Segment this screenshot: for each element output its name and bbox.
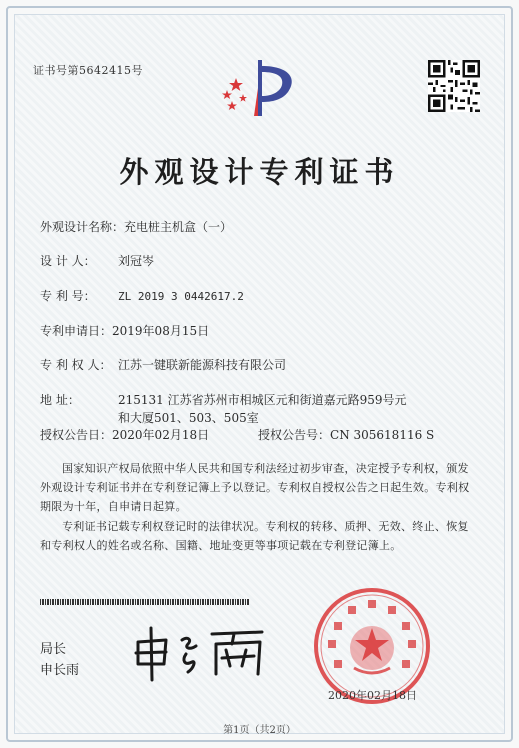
filing-date-value: 2019年08月15日 <box>112 324 210 338</box>
address-label: 地 址： <box>40 393 80 407</box>
cnipa-logo-icon <box>218 58 304 120</box>
patentee-value: 江苏一键联新能源科技有限公司 <box>118 358 287 372</box>
designer-label: 设 计 人： <box>40 254 96 268</box>
address-row <box>40 391 80 408</box>
patent-no-label: 专 利 号： <box>40 289 96 303</box>
design-name-label: 外观设计名称： <box>40 220 125 234</box>
director-name: 申长雨 <box>40 663 80 678</box>
grant-no-value: CN 305618116 S <box>330 428 435 442</box>
seal-date: 2020年02月18日 <box>328 689 417 702</box>
patentee-label: 专 利 权 人： <box>40 358 112 372</box>
grant-no-label: 授权公告号： <box>258 428 331 442</box>
director-title: 局长 <box>40 642 67 657</box>
grant-date-row <box>40 426 209 443</box>
patent-no-value: ZL 2019 3 0442617.2 <box>118 290 244 303</box>
patentee-row <box>40 356 286 373</box>
barcode-icon <box>40 599 250 605</box>
design-name-value: 充电桩主机盒（一） <box>124 220 233 234</box>
legal-status-paragraph: 专利证书记载专利权登记时的法律状况。专利权的转移、质押、无效、终止、恢复和专利权人的姓名或名称、国籍、地址变更等事项记载在专利登记簿上。 <box>40 520 469 552</box>
grant-no-row <box>258 426 434 443</box>
certificate-title: 外观设计专利证书 <box>119 155 400 189</box>
filing-date-label: 专利申请日： <box>40 324 113 338</box>
designer-row <box>40 252 154 269</box>
qr-code-icon <box>428 60 480 112</box>
address-value: 215131 江苏省苏州市相城区元和街道嘉元路959号元和大厦501、503、505室 <box>118 393 407 425</box>
patent-no-row <box>40 287 244 304</box>
grant-date-value: 2020年02月18日 <box>112 428 210 442</box>
page-number: 第1页（共2页） <box>223 725 296 736</box>
design-name-row <box>40 218 232 235</box>
certificate-number: 证书号第5642415号 <box>33 64 143 77</box>
grant-paragraph: 国家知识产权局依照中华人民共和国专利法经过初步审查，决定授予专利权，颁发外观设计专利证书并在专利登记簿上予以登记。专利权自授权公告之日起生效。专利权期限为十年，自申请日起算。 <box>40 462 470 513</box>
designer-value: 刘冠岑 <box>118 254 155 268</box>
grant-date-label: 授权公告日： <box>40 428 113 442</box>
filing-date-row <box>40 322 209 339</box>
handwritten-signature-icon <box>130 622 275 684</box>
